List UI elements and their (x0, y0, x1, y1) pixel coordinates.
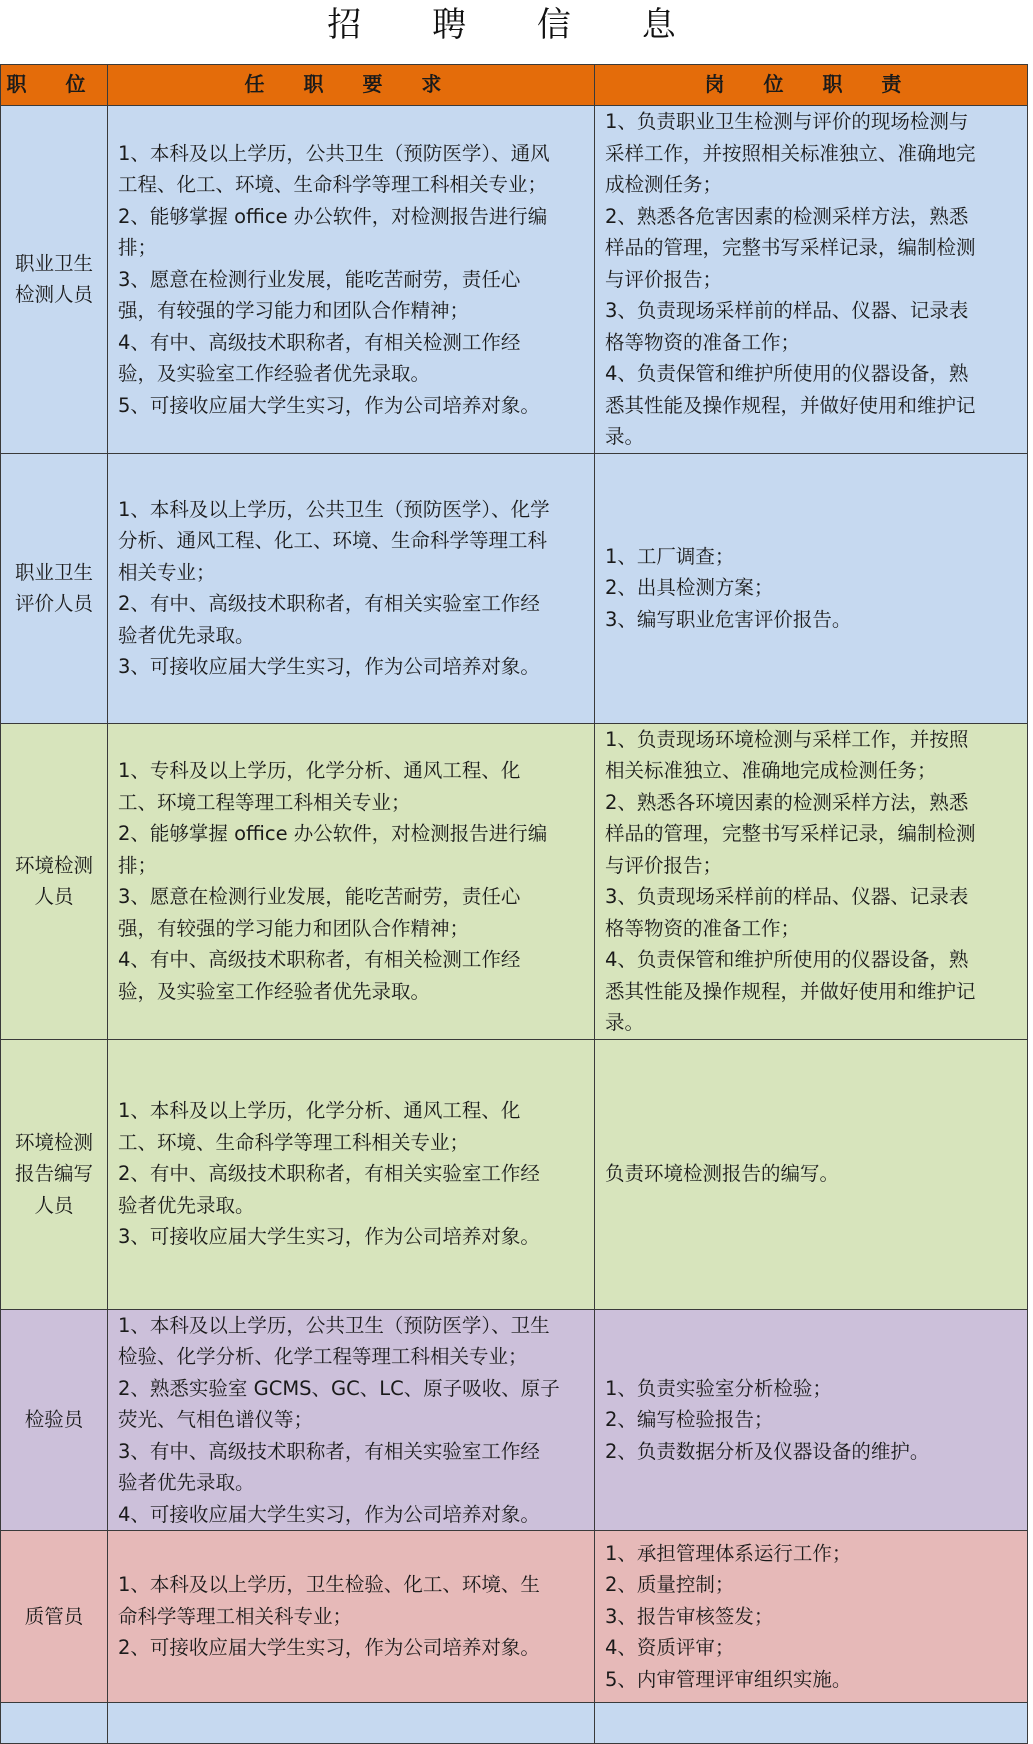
requirements-cell (108, 453, 595, 723)
cell-line: 验者优先录取。 (118, 1193, 255, 1217)
cell-line: 与评价报告； (605, 267, 723, 291)
cell-line: 1、负责实验室分析检验； (605, 1376, 832, 1400)
cell-line: 命科学等理工相关科专业； (118, 1604, 353, 1628)
requirements-cell (108, 1039, 595, 1309)
requirements-cell (108, 1309, 595, 1531)
cell-line: 验者优先录取。 (118, 1471, 255, 1494)
duties-cell (595, 1703, 1028, 1744)
cell-line: 1、专科及以上学历，化学分析、通风工程、化 (118, 759, 521, 782)
cell-line: 工程、化工、环境、生命科学等理工科相关专业； (118, 173, 548, 196)
table-row (1, 106, 1028, 454)
cell-line: 2、熟悉各环境因素的检测采样方法，熟悉 (605, 790, 969, 814)
table-row (1, 723, 1028, 1039)
recruitment-table (0, 64, 1028, 1744)
cell-line: 2、熟悉各危害因素的检测采样方法，熟悉 (605, 204, 969, 228)
position-cell (1, 723, 108, 1039)
cell-line: 3、报告审核签发； (605, 1604, 774, 1628)
cell-line: 职业卫生 (14, 560, 93, 584)
cell-line: 验，及实验室工作经验者优先录取。 (118, 362, 431, 385)
cell-line: 录。 (605, 1011, 645, 1034)
cell-line: 5、可接收应届大学生实习，作为公司培养对象。 (118, 393, 540, 417)
cell-line: 3、可接收应届大学生实习，作为公司培养对象。 (118, 1225, 540, 1249)
duties-cell (595, 106, 1028, 454)
duties-cell (595, 453, 1028, 723)
cell-line: 成检测任务； (605, 173, 723, 196)
cell-line: 工、环境、生命科学等理工科相关专业； (118, 1130, 470, 1154)
cell-line: 排； (118, 853, 158, 877)
cell-line: 2、能够掌握 office 办公软件，对检测报告进行编 (118, 822, 548, 845)
duties-cell (595, 1531, 1028, 1703)
cell-line: 相关专业； (118, 560, 216, 584)
cell-line: 1、承担管理体系运行工作； (605, 1541, 852, 1565)
cell-line: 强，有较强的学习能力和团队合作精神； (118, 299, 470, 322)
duties-cell (595, 1309, 1028, 1531)
cell-line: 1、本科及以上学历，公共卫生（预防医学）、通风 (118, 141, 550, 165)
cell-line: 悉其性能及操作规程，并做好使用和维护记 (605, 393, 976, 417)
cell-line: 4、资质评审； (605, 1636, 735, 1660)
cell-line: 3、编写职业危害评价报告。 (605, 607, 852, 631)
cell-line: 悉其性能及操作规程，并做好使用和维护记 (605, 979, 976, 1003)
cell-line: 3、有中、高级技术职称者，有相关实验室工作经 (118, 1439, 540, 1463)
requirements-cell (108, 1531, 595, 1703)
requirements-cell (108, 1703, 595, 1744)
cell-line: 1、本科及以上学历，公共卫生（预防医学）、卫生 (118, 1313, 550, 1337)
cell-line: 排； (118, 236, 158, 259)
cell-line: 1、工厂调查； (605, 544, 735, 568)
cell-line: 职业卫生 (14, 251, 93, 275)
cell-line: 1、本科及以上学历，公共卫生（预防医学）、化学 (118, 497, 550, 521)
cell-line: 3、可接收应届大学生实习，作为公司培养对象。 (118, 655, 540, 678)
cell-line: 验者优先录取。 (118, 623, 255, 647)
cell-line: 1、负责职业卫生检测与评价的现场检测与 (605, 110, 969, 133)
cell-line: 样品的管理，完整书写采样记录，编制检测 (605, 822, 976, 845)
cell-line: 4、有中、高级技术职称者，有相关检测工作经 (118, 948, 521, 971)
position-cell (1, 1039, 108, 1309)
cell-line: 评价人员 (14, 592, 93, 615)
cell-line: 检测人员 (14, 283, 93, 307)
table-row (1, 1309, 1028, 1531)
cell-line: 1、负责现场环境检测与采样工作，并按照 (605, 727, 969, 751)
table-row (1, 1703, 1028, 1744)
cell-line: 2、有中、高级技术职称者，有相关实验室工作经 (118, 592, 540, 615)
cell-line: 3、负责现场采样前的样品、仪器、记录表 (605, 299, 969, 322)
cell-line: 分析、通风工程、化工、环境、生命科学等理工科 (118, 529, 548, 552)
cell-line: 人员 (34, 885, 74, 908)
cell-line: 2、熟悉实验室 GCMS、GC、LC、原子吸收、原子 (118, 1376, 560, 1400)
cell-line: 报告编写 (14, 1162, 93, 1186)
cell-line: 4、负责保管和维护所使用的仪器设备，熟 (605, 362, 969, 385)
cell-line: 2、编写检验报告； (605, 1408, 774, 1431)
cell-line: 检验员 (24, 1408, 84, 1431)
cell-line: 与评价报告； (605, 853, 723, 877)
duties-cell (595, 1039, 1028, 1309)
table-row (1, 1531, 1028, 1703)
cell-line: 负责环境检测报告的编写。 (605, 1162, 840, 1186)
cell-line: 2、能够掌握 office 办公软件，对检测报告进行编 (118, 204, 548, 228)
cell-line: 样品的管理，完整书写采样记录，编制检测 (605, 236, 976, 259)
table-header-row (1, 65, 1028, 106)
header-duties: 岗 位 职 责 (595, 65, 1028, 106)
cell-line: 4、可接收应届大学生实习，作为公司培养对象。 (118, 1502, 540, 1526)
cell-line: 1、本科及以上学历，卫生检验、化工、环境、生 (118, 1573, 540, 1597)
cell-line: 2、有中、高级技术职称者，有相关实验室工作经 (118, 1162, 540, 1186)
cell-line: 人员 (34, 1193, 74, 1217)
cell-line: 4、负责保管和维护所使用的仪器设备，熟 (605, 948, 969, 971)
position-cell (1, 1309, 108, 1531)
requirements-cell (108, 106, 595, 454)
cell-line: 2、负责数据分析及仪器设备的维护。 (605, 1439, 930, 1463)
cell-line: 质管员 (24, 1604, 84, 1628)
cell-line: 格等物资的准备工作； (605, 916, 801, 940)
page-title: 招 聘 信 息 (327, 5, 706, 45)
header-requirements: 任 职 要 求 (108, 65, 595, 106)
cell-line: 检验、化学分析、化学工程等理工科相关专业； (118, 1345, 528, 1368)
cell-line: 录。 (605, 425, 645, 448)
cell-line: 2、出具检测方案； (605, 576, 774, 600)
position-cell (1, 453, 108, 723)
header-position: 职 位 (1, 65, 108, 106)
cell-line: 环境检测 (14, 1130, 93, 1154)
position-cell (1, 106, 108, 454)
table-row (1, 1039, 1028, 1309)
cell-line: 格等物资的准备工作； (605, 330, 801, 354)
cell-line: 采样工作，并按照相关标准独立、准确地完 (605, 141, 976, 165)
position-cell (1, 1703, 108, 1744)
cell-line: 5、内审管理评审组织实施。 (605, 1667, 852, 1691)
cell-line: 环境检测 (14, 853, 93, 877)
cell-line: 工、环境工程等理工科相关专业； (118, 790, 411, 814)
cell-line: 荧光、气相色谱仪等； (118, 1408, 314, 1431)
cell-line: 相关标准独立、准确地完成检测任务； (605, 759, 937, 782)
cell-line: 2、质量控制； (605, 1573, 735, 1597)
position-cell (1, 1531, 108, 1703)
requirements-cell (108, 723, 595, 1039)
cell-line: 3、愿意在检测行业发展，能吃苦耐劳，责任心 (118, 885, 521, 908)
cell-line: 验，及实验室工作经验者优先录取。 (118, 979, 431, 1003)
duties-cell (595, 723, 1028, 1039)
cell-line: 3、负责现场采样前的样品、仪器、记录表 (605, 885, 969, 908)
cell-line: 3、愿意在检测行业发展，能吃苦耐劳，责任心 (118, 267, 521, 291)
cell-line: 4、有中、高级技术职称者，有相关检测工作经 (118, 330, 521, 354)
cell-line: 强，有较强的学习能力和团队合作精神； (118, 916, 470, 940)
cell-line: 2、可接收应届大学生实习，作为公司培养对象。 (118, 1636, 540, 1660)
table-row (1, 453, 1028, 723)
cell-line: 1、本科及以上学历，化学分析、通风工程、化 (118, 1099, 521, 1123)
